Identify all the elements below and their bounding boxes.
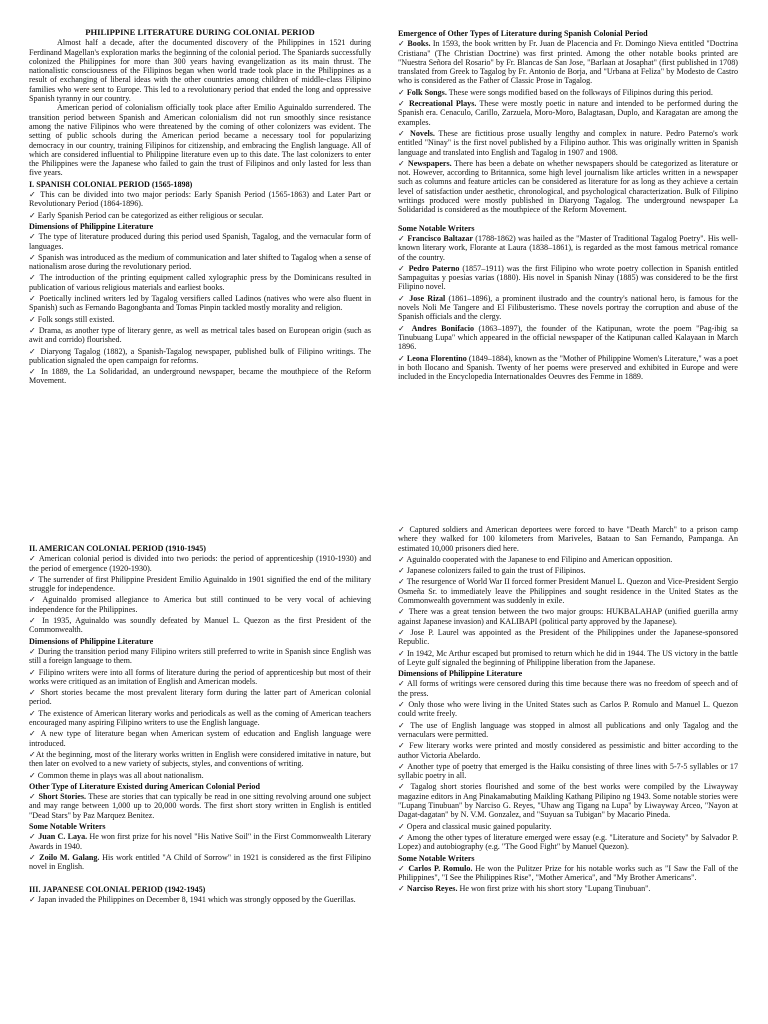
spanish-point: ✓ This can be divided into two major periods: Early Spanish Period (1565-1863) and Later Part or Revolutionary Period (1864-1896).	[29, 190, 371, 209]
writer-item: ✓ Juan C. Laya. He won first prize for his novel "His Native Soil" in the First Commonwealth Literary Awards in 1940.	[29, 832, 372, 851]
japanese-period-heading: III. JAPANESE COLONIAL PERIOD (1942-1945)	[29, 884, 206, 894]
writer-text: (1857–1911) was the first Filipino who wrote poetry collection in Spanish entitled Sampaguitas y poesías varias (1880). His novel in Spanish Ninay (1885) was considered to be the first Filipino novel.	[398, 263, 738, 292]
writer-text: He won first prize for his novel "His Native Soil" in the First Commonwealth Literary Awards in 1940.	[29, 832, 372, 851]
spanish-dimension-item: ✓ Drama, as another type of literary genre, as well as metrical tales based on European origin (such as awit and corrido) flourished.	[29, 325, 371, 345]
writer-name: Francisco Baltazar	[407, 233, 473, 243]
emergence-item-label: Newspapers.	[407, 158, 452, 168]
american-point: ✓ The surrender of first Philippine President Emilio Aguinaldo in 1901 signified the end of the military struggle for independence.	[29, 574, 371, 594]
other-literature-text: These are stories that can typically be read in one sitting revolving around one subject and may range between 1,000 up to 20,000 words. The first short story written in English is entitled "Dead Stars" by Paz Marquez Benitez.	[29, 792, 372, 820]
emergence-item-label: Folk Songs.	[406, 87, 447, 97]
writer-item: ✓ Zoilo M. Galang. His work entitled "A Child of Sorrow" in 1921 is considered as the first Filipino novel in English.	[29, 852, 371, 872]
writer-text: (1861–1896), a prominent ilustrado and the country's national hero, is famous for the novels Noli Me Tangere and El Filibusterismo. These novels portray the corruption and abuse of the Spanish officials and the clergy.	[398, 293, 739, 322]
spanish-dimension-item: ✓ Spanish was introduced as the medium of communication and later shifted to Tagalog when a sense of nationalism arose during the revolutionary period.	[29, 252, 371, 272]
american-dimensions-heading: Dimensions of Philippine Literature	[29, 636, 154, 646]
spanish-dimension-item: ✓ Folk songs still existed.	[29, 314, 115, 324]
emergence-item-text: In 1593, the book written by Fr. Juan de Placencia and Fr. Domingo Nieva entitled "Doctrina Cristiana" (The Christian Doctrine) was first printed. Among the other notable books printed are "Nuestra Señora del Rosario" by Fr. Blancas de San Jose, "Barlaan at Josaphat" (first published in 1708) translated from Greek to Tagalog by Fr. Antonio de Borja, and "Urbana at Feliza" by Modesto de Castro who is considered as the Father of Classic Prose in Tagalog.	[398, 39, 738, 86]
emergence-heading: Emergence of Other Types of Literature during Spanish Colonial Period	[398, 29, 648, 38]
spanish-dimensions-heading: Dimensions of Philippine Literature	[29, 221, 154, 231]
japanese-point: ✓ Japan invaded the Philippines on December 8, 1941 which was strongly opposed by the Guerillas.	[29, 894, 356, 904]
american-writers-heading: Some Notable Writers	[29, 822, 106, 832]
american-dimension-item: ✓ A new type of literature began when American system of education and English language were introduced.	[29, 729, 371, 748]
emergence-item: ✓ Novels. These are fictitious prose usually lengthy and complex in nature. Pedro Paterno's work entitled "Ninay" is the first novel published by a Filipino author. This was originally written in Spanish language and translated into English and Tagalog in 1907 and 1908.	[398, 128, 738, 157]
writer-name: Zoilo M. Galang.	[39, 852, 100, 862]
emergence-item-label: Novels.	[410, 128, 435, 138]
intro-paragraph-spanish: Almost half a decade, after the documented discovery of the Philippines in 1521 during Ferdinand Magellan's exploration marks the beginning of the colonial period. The Spaniards successfully colonized the Philippines for more than 300 years having evangelization as its main thrust. The nationalistic consciousness of the Filipinos began when world trade took place in the Philippines as a result of exchanging of liberal ideas with the other countries among children of middle-class Filipino families who were sent to Europe. This led to a revolutionary period that ended the long and oppressive Spanish tyranny in our country.	[29, 38, 371, 104]
column-bottom-left	[29, 542, 371, 906]
emergence-item-text: These are fictitious prose usually lengthy and complex in nature. Pedro Paterno's work entitled "Ninay" is the first novel published by a Filipino author. This was originally written in Spanish language and translated into English and Tagalog in 1907 and 1908.	[398, 128, 738, 157]
emergence-item-text: These were mostly poetic in nature and intended to be performed during the Spanish era. Cenaculo, Carillo, Zarzuela, Moro-Moro, Balagtasan, Duplo, and Karagatan are among the examples.	[398, 99, 738, 127]
other-literature-item: ✓ Short Stories. These are stories that can typically be read in one sitting revolving around one subject and may range between 1,000 up to 20,000 words. The first short story written in English is entitled "Dead Stars" by Paz Marquez Benitez.	[29, 792, 372, 820]
japanese-point: ✓ Jose P. Laurel was appointed as the President of the Philippines under the Japanese-sponsored Republic.	[398, 627, 738, 647]
japanese-dimension-item: ✓ Tagalog short stories flourished and some of the best works were compiled by the Liwayway magazine editors in Ang Pinakamabuting Maikling Kathang Pilipino ng 1943. Some notable stories were "Lupang Tinubuan" by Narciso G. Reyes, "Uhaw ang Tigang na Lupa" by Liwayway Arceo, "Nayon at Dagat-dagatan" by N. V.M. Gonzalez, and "Suyuan sa Tubigan" by Macario Pineda.	[398, 782, 738, 820]
spanish-writers-heading: Some Notable Writers	[398, 223, 475, 233]
emergence-item-label: Books.	[407, 39, 431, 49]
japanese-dimension-item: ✓ Few literary works were printed and mostly considered as pessimistic and bitter according to the author Victoria Abelardo.	[398, 741, 738, 760]
writer-name: Andres Bonifacio	[411, 323, 474, 333]
japanese-dimension-item: ✓ Among the other types of literature emerged were essay (e.g. "Literature and Society" by Salvador P. Lopez) and autobiography (e.g. "The Good Fight" by Manuel Quezon).	[398, 832, 738, 852]
column-bottom-right	[398, 525, 738, 896]
american-dimension-item: ✓At the beginning, most of the literary works written in English were considered imitative in nature, but then later on evolved to a new variety of subjects, styles, and conventions of writing.	[29, 749, 371, 769]
japanese-writers-heading: Some Notable Writers	[398, 853, 475, 863]
american-dimension-item: ✓ Common theme in plays was all about nationalism.	[29, 770, 204, 780]
writer-name: Jose Rizal	[409, 293, 446, 303]
writer-name: Narciso Reyes.	[406, 884, 458, 894]
writer-item: ✓ Leona Florentino (1849–1884), known as the "Mother of Philippine Women's Literature," was a poet in both Ilocano and Spanish. Twenty of her poems were preserved and exhibited in Europe and were included in the Encyclopedia Internationaldes Oeuvres des Femme in 1889.	[398, 353, 738, 382]
japanese-point: ✓ Japanese colonizers failed to gain the trust of Filipinos.	[398, 566, 586, 576]
page-title: PHILIPPINE LITERATURE DURING COLONIAL PERIOD	[85, 27, 315, 37]
writer-text: (1863–1897), the founder of the Katipunan, wrote the poem "Pag-ibig sa Tinubuang Lupa" which appeared in the official newspaper of the Katipunan called Kalayaan in March 1896.	[398, 323, 739, 352]
japanese-dimension-item: ✓ Another type of poetry that emerged is the Haiku consisting of three lines with 5-7-5 syllables or 17 syllabic poetry in all.	[398, 761, 738, 781]
writer-item: ✓ Narciso Reyes. He won first prize with his short story "Lupang Tinubuan".	[398, 884, 651, 894]
emergence-item: ✓ Recreational Plays. These were mostly poetic in nature and intended to be performed during the Spanish era. Cenaculo, Carillo, Zarzuela, Moro-Moro, Balagtasan, Duplo, and Karagatan are among the examples.	[398, 99, 738, 127]
japanese-point: ✓ There was a great tension between the two major groups: HUKBALAHAP (unified guerilla army against Japanese invasion) and KALIBAPI (political party approved by the Japanese).	[398, 607, 738, 626]
japanese-point: ✓ In 1942, Mc Arthur escaped but promised to return which he did in 1944. The US victory in the battle of Leyte gulf signaled the beginning of Philippine liberation from the Japanese.	[398, 648, 738, 667]
american-dimension-item: ✓ The existence of American literary works and periodicals as well as the coming of American teachers encouraged many aspiring Filipino writers to use the English language.	[29, 708, 371, 728]
emergence-item-text: There has been a debate on whether newspapers should be categorized as literature or not. However, according to Britannica, some high level journalism like articles written in a newspaper such as columns and feature articles can be considered as literature for as long as they achieve a certain level of satisfaction under aesthetic, chronological, and psychological characterization. Bulk of Filipino writings produced were mostly published in Diaryong Tagalog. The underground newspaper La Solidaridad is considered as the mouthpiece of the Reform Movement.	[398, 158, 738, 215]
japanese-point: ✓ Aguinaldo cooperated with the Japanese to end Filipino and American opposition.	[398, 554, 673, 564]
american-point: ✓ Aguinaldo promised allegiance to America but still continued to be very vocal of achieving independence for the Philippines.	[29, 595, 371, 614]
writer-item: ✓ Pedro Paterno (1857–1911) was the first Filipino who wrote poetry collection in Spanish entitled Sampaguitas y poesías varias (1880). His novel in Spanish Ninay (1885) was considered to be the first Filipino novel.	[398, 263, 738, 292]
writer-text: (1788-1862) was hailed as the "Master of Traditional Tagalog Poetry". His well-known literary work, Florante at Laura (1838–1861), is regarded as the most famous metrical romance of the country.	[398, 233, 738, 262]
spanish-dimension-item: ✓ The type of literature produced during this period used Spanish, Tagalog, and the vernacular form of languages.	[29, 232, 371, 251]
japanese-point: ✓ Captured soldiers and American deportees were forced to have "Death March" to a prison camp where they walked for 100 kilometers from Mariveles, Bataan to San Fernando, Pampanga. An estimated 10,000 prisoners died here.	[398, 525, 738, 553]
other-literature-label: Short Stories.	[38, 792, 87, 802]
american-point: ✓ In 1935, Aguinaldo was soundly defeated by Manuel L. Quezon as the first President of the Commonwealth.	[29, 616, 371, 635]
writer-text: His work entitled "A Child of Sorrow" in 1921 is considered as the first Filipino novel in English.	[29, 852, 371, 872]
writer-item: ✓ Jose Rizal (1861–1896), a prominent ilustrado and the country's national hero, is famous for the novels Noli Me Tangere and El Filibusterismo. These novels portray the corruption and abuse of the Spanish officials and the clergy.	[398, 293, 739, 322]
spanish-point: ✓ Early Spanish Period can be categorized as either religious or secular.	[29, 210, 264, 220]
intro-paragraph-american: American period of colonialism officially took place after Emilio Aguinaldo surrendered. The transition period between Spanish and American colonialism did not run smoothly since resistance among the native Filipinos who were threatened by the coming of other colonizers was evident. The setting of public schools during the American period became a necessary tool for popularizing democracy in our country, training Filipinos for citizenship, and embracing the English language. All of which are considered influential to Philippine literature even up to this date. The last colonizers to enter the Philippines were the Japanese who failed to gain the trust of Filipinos and only lasted for less than five years.	[29, 103, 371, 178]
japanese-dimension-item: ✓ Only those who were living in the United States such as Carlos P. Romulo and Manuel L. Quezon could write freely.	[398, 700, 738, 719]
writer-item: ✓ Carlos P. Romulo. He won the Pulitzer Prize for his notable works such as "I Saw the Fall of the Philippines", "I See the Philippines Rise", "Mother America", and "My Brother Americans".	[398, 863, 738, 883]
emergence-item-text: These were songs modified based on the folkways of Filipinos during this period.	[446, 87, 713, 97]
writer-item: ✓ Francisco Baltazar (1788-1862) was hailed as the "Master of Traditional Tagalog Poetry". His well-known literary work, Florante at Laura (1838–1861), is regarded as the most famous metrical romance of the country.	[398, 233, 738, 262]
spanish-period-heading: I. SPANISH COLONIAL PERIOD (1565-1898)	[29, 179, 193, 189]
writer-text: He won the Pulitzer Prize for his notable works such as "I Saw the Fall of the Philippines", "I See the Philippines Rise", "Mother America", and "My Brother Americans".	[398, 863, 738, 883]
writer-name: Carlos P. Romulo.	[408, 863, 473, 873]
american-other-literature-heading: Other Type of Literature Existed during American Colonial Period	[29, 781, 260, 791]
column-top-left	[29, 28, 371, 388]
writer-item: ✓ Andres Bonifacio (1863–1897), the founder of the Katipunan, wrote the poem "Pag-ibig sa Tinubuang Lupa" which appeared in the official newspaper of the Katipunan called Kalayaan in March 1896.	[398, 323, 739, 352]
spanish-dimension-item: ✓ The introduction of the printing equipment called xylographic press by the Dominicans resulted in publication of various religious materials and earliest books.	[29, 273, 371, 292]
american-dimension-item: ✓ During the transition period many Filipino writers still preferred to write in Spanish since English was still a foreign language to them.	[29, 646, 371, 666]
emergence-item: ✓ Newspapers. There has been a debate on whether newspapers should be categorized as literature or not. However, according to Britannica, some high level journalism like articles written in a newspaper such as columns and feature articles can be considered as literature for as long as they achieve a certain level of satisfaction under aesthetic, chronological, and psychological characterization. Bulk of Filipino writings produced were mostly published in Diaryong Tagalog. The underground newspaper La Solidaridad is considered as the mouthpiece of the Reform Movement.	[398, 158, 738, 215]
american-dimension-item: ✓ Filipino writers were into all forms of literature during the period of apprenticeship but most of their works were critiqued as an imitation of English and American models.	[29, 667, 371, 686]
american-point: ✓ American colonial period is divided into two periods: the period of apprenticeship (1910-1930) and the period of emergence (1920-1930).	[29, 554, 371, 573]
emergence-item: ✓ Books. In 1593, the book written by Fr. Juan de Placencia and Fr. Domingo Nieva entitled "Doctrina Cristiana" (The Christian Doctrine) was first printed. Among the other notable books printed are "Nuestra Señora del Rosario" by Fr. Blancas de San Jose, "Barlaan at Josaphat" (first published in 1708) translated from Greek to Tagalog by Fr. Antonio de Borja, and "Urbana at Feliza" by Modesto de Castro who is considered as the Father of Classic Prose in Tagalog.	[398, 39, 738, 86]
american-period-heading: II. AMERICAN COLONIAL PERIOD (1910-1945)	[29, 544, 206, 553]
writer-name: Pedro Paterno	[408, 263, 460, 273]
american-dimension-item: ✓ Short stories became the most prevalent literary form during the latter part of American colonial period.	[29, 688, 371, 707]
emergence-item: ✓ Folk Songs. These were songs modified based on the folkways of Filipinos during this period.	[398, 87, 713, 97]
spanish-dimension-item: ✓ Poetically inclined writers led by Tagalog versifiers called Ladinos (natives who were also fluent in Spanish) such as Fernando Bagongbanta and Tomas Pinpin tackled mostly morality and religion.	[29, 294, 371, 313]
japanese-dimension-item: ✓ Opera and classical music gained popularity.	[398, 821, 552, 831]
japanese-dimension-item: ✓ The use of English language was stopped in almost all publications and only Tagalog and the vernaculars were permitted.	[398, 720, 738, 739]
emergence-item-label: Recreational Plays.	[408, 99, 477, 109]
spanish-dimension-item: ✓ In 1889, the La Solidaridad, an underground newspaper, became the mouthpiece of the Reform Movement.	[29, 367, 371, 386]
writer-text: He won first prize with his short story "Lupang Tinubuan".	[457, 884, 651, 894]
writer-name: Juan C. Laya.	[38, 832, 88, 842]
japanese-point: ✓ The resurgence of World War II forced former President Manuel L. Quezon and Vice-President Sergio Osmeña Sr. to immediately leave the Philippines and sought residence in the United States as the Commonwealth government was suddenly in exile.	[398, 577, 738, 606]
column-top-right	[398, 28, 738, 383]
writer-name: Leona Florentino	[406, 353, 467, 363]
japanese-dimension-item: ✓ All forms of writings were censored during this time because there was no freedom of speech and of the press.	[398, 679, 738, 698]
writer-text: (1849–1884), known as the "Mother of Philippine Women's Literature," was a poet in both Ilocano and Spanish. Twenty of her poems were preserved and exhibited in Europe and were included in the Encyclopedia Internationaldes Oeuvres des Femme in 1889.	[398, 353, 738, 382]
japanese-dimensions-heading: Dimensions of Philippine Literature	[398, 669, 523, 679]
spanish-dimension-item: ✓ Diaryong Tagalog (1882), a Spanish-Tagalog newspaper, published bulk of Filipino writings. The publication signaled the open campaign for reforms.	[29, 346, 371, 365]
